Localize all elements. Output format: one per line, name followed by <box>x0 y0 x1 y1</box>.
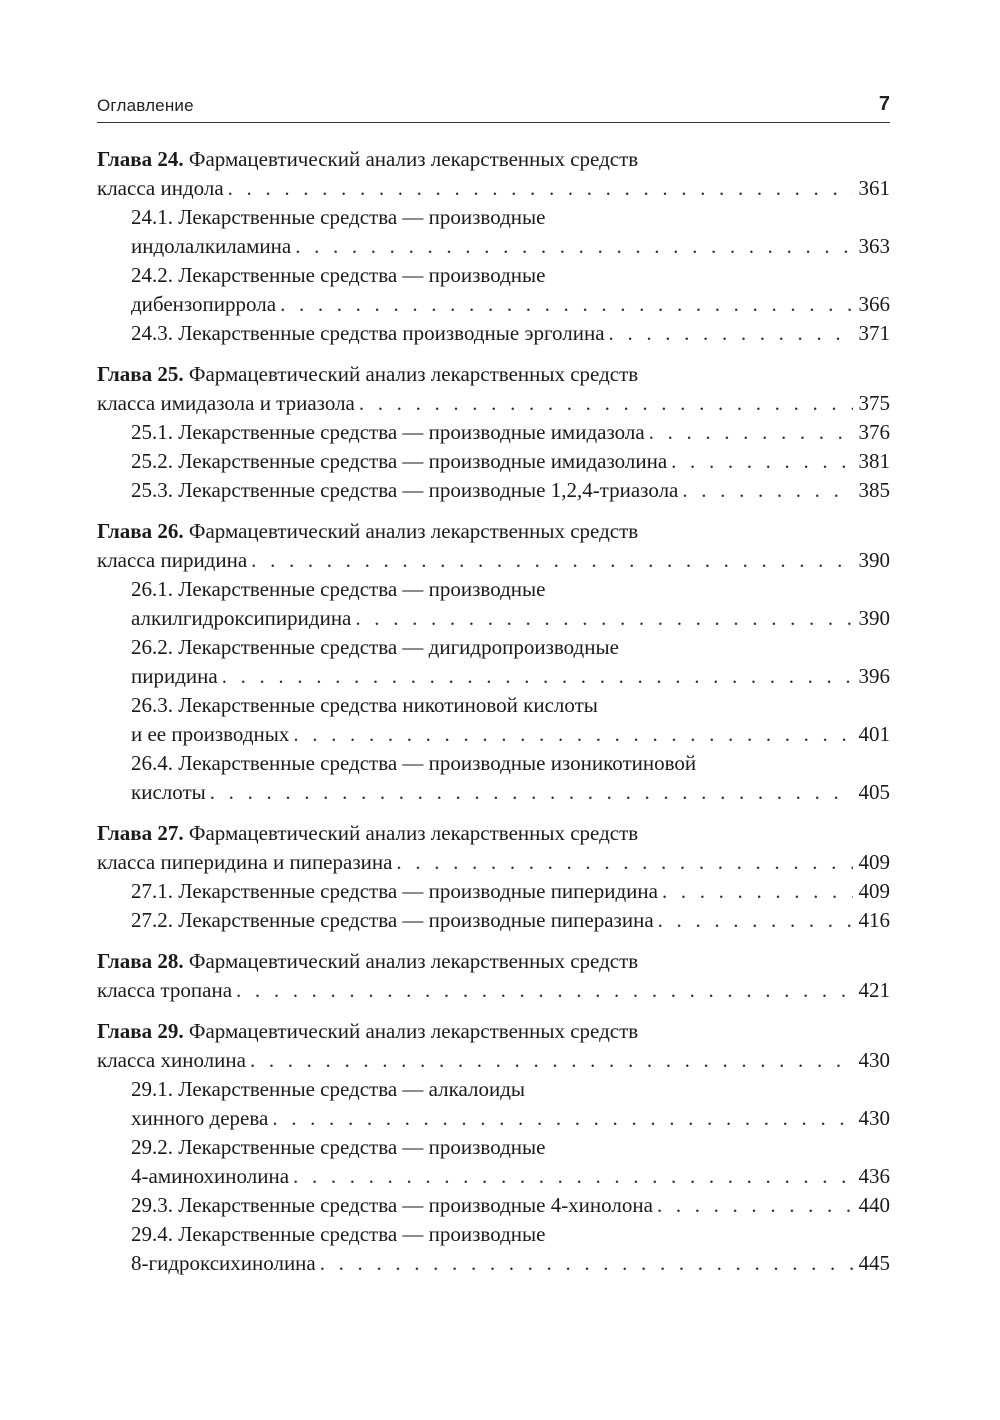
entry-page-number: 390 <box>858 606 890 630</box>
dot-leader <box>236 976 852 1005</box>
chapter-label: Глава 26. <box>97 519 184 543</box>
page-number: 7 <box>878 93 890 115</box>
dot-leader <box>280 290 852 319</box>
toc-entry-line[interactable] <box>97 389 890 418</box>
chapter-title: Фармацевтический анализ лекарственных средств <box>188 1019 639 1043</box>
entry-page-number: 396 <box>858 664 890 688</box>
entry-title: 27.2. Лекарственные средства — производные пиперазина <box>131 908 654 932</box>
chapter-entry <box>97 517 890 807</box>
toc-entry-line[interactable] <box>97 290 890 319</box>
toc-entry-line[interactable] <box>97 1191 890 1220</box>
entry-title: 27.1. Лекарственные средства — производные пиперидина <box>131 879 658 903</box>
dot-leader <box>222 662 853 691</box>
toc-entry-line[interactable] <box>97 877 890 906</box>
chapter-heading[interactable] <box>97 517 890 546</box>
section-heading[interactable]: 26.4. Лекарственные средства — производные изоникотиновой <box>131 751 697 775</box>
entry-page-number: 375 <box>858 391 890 415</box>
chapter-entry <box>97 1017 890 1278</box>
dot-leader <box>293 720 852 749</box>
section-heading[interactable]: 29.1. Лекарственные средства — алкалоиды <box>131 1077 526 1101</box>
entry-title: класса имидазола и триазола <box>97 391 355 415</box>
dot-leader <box>210 778 853 807</box>
entry-page-number: 401 <box>858 722 890 746</box>
dot-leader <box>609 319 853 348</box>
running-header <box>97 92 890 123</box>
toc-entry-line[interactable] <box>97 662 890 691</box>
section-heading[interactable]: 26.1. Лекарственные средства — производные <box>131 577 546 601</box>
chapter-title: Фармацевтический анализ лекарственных средств <box>188 362 639 386</box>
entry-page-number: 430 <box>858 1048 890 1072</box>
chapter-title: Фармацевтический анализ лекарственных средств <box>188 519 639 543</box>
toc-entry-line[interactable] <box>97 1104 890 1133</box>
chapter-title: Фармацевтический анализ лекарственных средств <box>188 949 639 973</box>
entry-page-number: 430 <box>858 1106 890 1130</box>
dot-leader <box>228 174 853 203</box>
entry-title: пиридина <box>131 664 218 688</box>
chapter-heading[interactable] <box>97 145 890 174</box>
toc-entry-line[interactable] <box>97 546 890 575</box>
chapter-entry <box>97 947 890 1005</box>
dot-leader <box>295 232 852 261</box>
toc-entry-line[interactable] <box>97 418 890 447</box>
toc-entry-line[interactable] <box>97 476 890 505</box>
entry-page-number: 445 <box>858 1251 890 1275</box>
entry-page-number: 385 <box>858 478 890 502</box>
chapter-entry <box>97 819 890 935</box>
toc-entry-line[interactable] <box>97 906 890 935</box>
chapter-heading[interactable] <box>97 360 890 389</box>
dot-leader <box>250 1046 853 1075</box>
entry-page-number: 366 <box>858 292 890 316</box>
entry-page-number: 371 <box>858 321 890 345</box>
toc-entry-line[interactable] <box>97 1046 890 1075</box>
chapter-label: Глава 28. <box>97 949 184 973</box>
section-heading[interactable]: 29.4. Лекарственные средства — производные <box>131 1222 546 1246</box>
dot-leader <box>671 447 852 476</box>
dot-leader <box>293 1162 852 1191</box>
toc-entry-line[interactable] <box>97 720 890 749</box>
entry-title: 25.2. Лекарственные средства — производные имидазолина <box>131 449 668 473</box>
table-of-contents <box>97 145 890 1290</box>
dot-leader <box>355 604 852 633</box>
toc-entry-line[interactable] <box>97 1249 890 1278</box>
toc-entry-line[interactable] <box>97 319 890 348</box>
toc-entry-line[interactable] <box>97 848 890 877</box>
toc-entry-line[interactable] <box>97 604 890 633</box>
chapter-heading[interactable] <box>97 1017 890 1046</box>
dot-leader <box>272 1104 852 1133</box>
dot-leader <box>662 877 853 906</box>
chapter-entry <box>97 360 890 505</box>
entry-title: 25.3. Лекарственные средства — производные 1,2,4-триазола <box>131 478 679 502</box>
entry-page-number: 409 <box>858 850 890 874</box>
entry-title: алкилгидроксипиридина <box>131 606 352 630</box>
entry-page-number: 421 <box>858 978 890 1002</box>
entry-page-number: 405 <box>858 780 890 804</box>
dot-leader <box>251 546 852 575</box>
entry-title: класса тропана <box>97 978 233 1002</box>
chapter-heading[interactable] <box>97 947 890 976</box>
entry-page-number: 409 <box>858 879 890 903</box>
chapter-label: Глава 29. <box>97 1019 184 1043</box>
entry-title: класса пиперидина и пиперазина <box>97 850 393 874</box>
section-heading[interactable]: 26.2. Лекарственные средства — дигидропроизводные <box>131 635 619 659</box>
dot-leader <box>359 389 853 418</box>
entry-title: дибензопиррола <box>131 292 277 316</box>
entry-title: 29.3. Лекарственные средства — производные 4-хинолона <box>131 1193 653 1217</box>
entry-page-number: 376 <box>858 420 890 444</box>
toc-entry-line[interactable] <box>97 174 890 203</box>
entry-title: кислоты <box>131 780 206 804</box>
chapter-label: Глава 25. <box>97 362 184 386</box>
chapter-label: Глава 27. <box>97 821 184 845</box>
chapter-heading[interactable] <box>97 819 890 848</box>
entry-title: класса индола <box>97 176 224 200</box>
dot-leader <box>649 418 853 447</box>
entry-title: хинного дерева <box>131 1106 269 1130</box>
toc-entry-line[interactable] <box>97 447 890 476</box>
chapter-entry <box>97 145 890 348</box>
entry-page-number: 381 <box>858 449 890 473</box>
dot-leader <box>682 476 852 505</box>
section-heading[interactable]: 24.2. Лекарственные средства — производные <box>131 263 546 287</box>
entry-page-number: 390 <box>858 548 890 572</box>
entry-title: и ее производных <box>131 722 290 746</box>
entry-page-number: 416 <box>858 908 890 932</box>
entry-title: класса пиридина <box>97 548 248 572</box>
toc-entry-line[interactable] <box>97 778 890 807</box>
entry-page-number: 363 <box>858 234 890 258</box>
dot-leader <box>320 1249 853 1278</box>
section-heading[interactable]: 24.1. Лекарственные средства — производные <box>131 205 546 229</box>
dot-leader <box>396 848 852 877</box>
dot-leader <box>657 1191 853 1220</box>
dot-leader <box>658 906 853 935</box>
toc-entry-line[interactable] <box>97 1162 890 1191</box>
section-heading[interactable]: 26.3. Лекарственные средства никотиновой кислоты <box>131 693 598 717</box>
entry-title: класса хинолина <box>97 1048 246 1072</box>
toc-entry-line[interactable] <box>97 976 890 1005</box>
entry-title: 24.3. Лекарственные средства производные эрголина <box>131 321 605 345</box>
chapter-title: Фармацевтический анализ лекарственных средств <box>188 147 639 171</box>
entry-page-number: 436 <box>858 1164 890 1188</box>
entry-title: индолалкиламина <box>131 234 292 258</box>
entry-page-number: 440 <box>858 1193 890 1217</box>
toc-entry-line[interactable] <box>97 232 890 261</box>
entry-title: 8-гидроксихинолина <box>131 1251 316 1275</box>
chapter-label: Глава 24. <box>97 147 184 171</box>
entry-page-number: 361 <box>858 176 890 200</box>
header-title: Оглавление <box>97 96 194 115</box>
section-heading[interactable]: 29.2. Лекарственные средства — производные <box>131 1135 546 1159</box>
entry-title: 25.1. Лекарственные средства — производные имидазола <box>131 420 645 444</box>
chapter-title: Фармацевтический анализ лекарственных средств <box>188 821 639 845</box>
entry-title: 4-аминохинолина <box>131 1164 290 1188</box>
